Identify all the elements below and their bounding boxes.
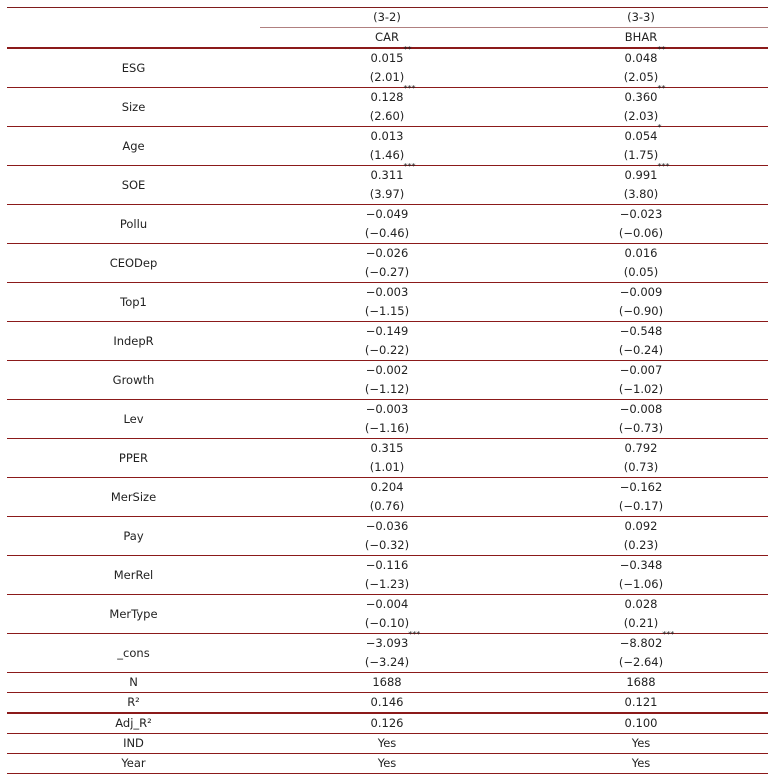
coefficient (365, 630, 421, 653)
t-statistic: (−1.06) (618, 577, 664, 591)
t-statistic: (−1.02) (618, 382, 664, 396)
coefficient-value: −0.002 (365, 363, 409, 377)
estimate-cell-col1 (260, 361, 514, 400)
coefficient (366, 517, 409, 536)
coefficient-value: 0.991 (624, 168, 658, 182)
t-statistic: (2.03) (623, 109, 659, 123)
t-statistic: (−0.06) (618, 226, 664, 240)
estimate-stack (260, 45, 514, 87)
coefficient-value: −0.004 (365, 597, 409, 611)
stat-value-col2: 0.121 (514, 693, 768, 714)
stat-value-col2: Yes (514, 754, 768, 774)
estimate-cell-col2 (514, 439, 768, 478)
estimate-cell-col1 (260, 45, 514, 88)
coefficient-value: −0.009 (619, 285, 663, 299)
estimate-stack (514, 123, 768, 165)
coefficient-value: −0.149 (365, 324, 409, 338)
coefficient (624, 162, 670, 185)
stat-value-col1: 1688 (260, 673, 514, 693)
variable-name: MerSize (7, 478, 260, 517)
t-statistic: (2.60) (369, 109, 405, 123)
estimate-cell-col1 (260, 556, 514, 595)
table-row (7, 634, 768, 673)
estimate-cell-col1 (260, 162, 514, 205)
header-row-numbers (7, 8, 768, 28)
coefficient-value: −0.049 (365, 207, 409, 221)
t-statistic: (−1.15) (364, 304, 410, 318)
coefficient-value: 0.315 (370, 441, 404, 455)
table-row (7, 439, 768, 478)
col-name-1: CAR (260, 28, 514, 49)
estimate-cell-col1 (260, 595, 514, 634)
stat-value-col1: 0.146 (260, 693, 514, 714)
variable-name: IndepR (7, 322, 260, 361)
stat-row (7, 734, 768, 754)
col-name-2: BHAR (514, 28, 768, 49)
estimate-cell-col1 (260, 244, 514, 283)
t-statistic: (0.23) (623, 538, 659, 552)
estimate-stack (260, 630, 514, 672)
coefficient-value: 0.015 (370, 51, 404, 65)
estimate-stack (514, 478, 768, 516)
estimate-cell-col1 (260, 205, 514, 244)
estimate-cell-col2 (514, 400, 768, 439)
estimate-cell-col2 (514, 123, 768, 166)
estimate-cell-col1 (260, 127, 514, 166)
t-statistic: (−0.32) (364, 538, 410, 552)
coefficient-value: 0.128 (370, 90, 404, 104)
coefficient (366, 556, 409, 575)
coefficient-value: −0.007 (619, 363, 663, 377)
t-statistic: (−1.16) (364, 421, 410, 435)
variable-name: Top1 (7, 283, 260, 322)
t-statistic: (1.75) (623, 148, 659, 162)
coefficient-value: −0.023 (619, 207, 663, 221)
estimate-stack (260, 127, 514, 165)
estimate-cell-col2 (514, 630, 768, 673)
stat-value-col2: 0.100 (514, 713, 768, 734)
estimate-stack (260, 595, 514, 633)
t-statistic: (0.76) (369, 499, 405, 513)
estimate-stack (514, 283, 768, 321)
significance-stars: *** (657, 162, 670, 171)
coefficient (625, 517, 658, 536)
coefficient (620, 322, 663, 341)
estimate-stack (260, 205, 514, 243)
stat-name: N (7, 673, 260, 693)
estimate-cell-col2 (514, 45, 768, 88)
variable-name: SOE (7, 166, 260, 205)
estimate-cell-col2 (514, 595, 768, 634)
coefficient (624, 45, 666, 68)
variable-name: MerRel (7, 556, 260, 595)
significance-stars: ** (403, 45, 412, 54)
coefficient (620, 556, 663, 575)
estimate-stack (514, 439, 768, 477)
estimate-stack (514, 244, 768, 282)
header-row-names (7, 28, 768, 49)
coefficient (371, 439, 404, 458)
estimate-stack (514, 162, 768, 204)
estimate-cell-col2 (514, 517, 768, 556)
stat-row (7, 693, 768, 714)
coefficient (366, 322, 409, 341)
t-statistic: (0.05) (623, 265, 659, 279)
estimate-stack (514, 322, 768, 360)
coefficient (620, 205, 663, 224)
coefficient-value: −0.348 (619, 558, 663, 572)
significance-stars: * (657, 123, 662, 132)
estimate-stack (514, 517, 768, 555)
estimate-stack (260, 439, 514, 477)
coefficient (371, 127, 404, 146)
coefficient (619, 630, 675, 653)
coefficient (624, 123, 662, 146)
estimate-cell-col1 (260, 322, 514, 361)
variable-name: _cons (7, 634, 260, 673)
stats-body (7, 673, 768, 774)
estimate-cell-col2 (514, 205, 768, 244)
stat-name: Year (7, 754, 260, 774)
estimate-stack (260, 400, 514, 438)
estimate-stack (260, 556, 514, 594)
table-row (7, 88, 768, 127)
estimate-cell-col1 (260, 630, 514, 673)
coefficient-value: 0.311 (370, 168, 404, 182)
estimate-stack (514, 205, 768, 243)
t-statistic: (1.01) (369, 460, 405, 474)
coefficient-value: −0.026 (365, 246, 409, 260)
header-corner-2 (7, 28, 260, 49)
coefficient (371, 478, 404, 497)
coefficient-value: −0.003 (365, 285, 409, 299)
coefficient-value: 0.013 (370, 129, 404, 143)
coefficient (620, 283, 663, 302)
table-row (7, 361, 768, 400)
estimate-cell-col1 (260, 439, 514, 478)
coefficient-value: −0.008 (619, 402, 663, 416)
coefficient (620, 361, 663, 380)
stat-row (7, 754, 768, 774)
t-statistic: (−3.24) (364, 655, 410, 669)
coefficient-value: −0.116 (365, 558, 409, 572)
estimate-stack (260, 478, 514, 516)
coefficient (370, 45, 412, 68)
estimate-cell-col2 (514, 244, 768, 283)
stat-value-col1: 0.126 (260, 713, 514, 734)
coefficient-value: 0.092 (624, 519, 658, 533)
variable-name: Age (7, 127, 260, 166)
variable-name: PPER (7, 439, 260, 478)
table-row (7, 400, 768, 439)
coefficient (624, 84, 666, 107)
variable-name: ESG (7, 48, 260, 88)
stat-value-col2: Yes (514, 734, 768, 754)
t-statistic: (−0.22) (364, 343, 410, 357)
col-number-1: (3-2) (260, 8, 514, 28)
estimate-stack (514, 556, 768, 594)
coefficient (620, 478, 663, 497)
coefficient (625, 439, 658, 458)
estimate-stack (260, 84, 514, 126)
stat-value-col1: Yes (260, 754, 514, 774)
table-row (7, 127, 768, 166)
t-statistic: (2.01) (369, 70, 405, 84)
table-row (7, 166, 768, 205)
coefficient-value: −3.093 (365, 636, 409, 650)
t-statistic: (−0.17) (618, 499, 664, 513)
table-row (7, 478, 768, 517)
estimate-stack (260, 162, 514, 204)
coefficient-value: 0.016 (624, 246, 658, 260)
coefficient-value: −0.036 (365, 519, 409, 533)
t-statistic: (2.05) (623, 70, 659, 84)
stat-row (7, 673, 768, 693)
table-row (7, 283, 768, 322)
estimate-stack (514, 630, 768, 672)
estimate-cell-col2 (514, 361, 768, 400)
t-statistic: (−1.12) (364, 382, 410, 396)
variable-name: CEODep (7, 244, 260, 283)
variable-name: Size (7, 88, 260, 127)
variable-name: Pay (7, 517, 260, 556)
t-statistic: (3.97) (369, 187, 405, 201)
t-statistic: (−0.10) (364, 616, 410, 630)
coefficient (366, 400, 409, 419)
variables-body (7, 45, 768, 673)
t-statistic: (−1.23) (364, 577, 410, 591)
coefficient-value: −0.162 (619, 480, 663, 494)
regression-table (7, 7, 768, 774)
coefficient-value: −8.802 (619, 636, 663, 650)
estimate-stack (260, 283, 514, 321)
coefficient-value: −0.003 (365, 402, 409, 416)
significance-stars: *** (403, 162, 416, 171)
col-number-2: (3-3) (514, 8, 768, 28)
t-statistic: (0.73) (623, 460, 659, 474)
stat-row (7, 713, 768, 734)
coefficient-value: 0.028 (624, 597, 658, 611)
stat-name: IND (7, 734, 260, 754)
estimate-cell-col2 (514, 322, 768, 361)
significance-stars: ** (657, 45, 666, 54)
estimate-cell-col2 (514, 283, 768, 322)
coefficient (366, 361, 409, 380)
t-statistic: (−0.73) (618, 421, 664, 435)
stat-name: R² (7, 693, 260, 714)
estimate-cell-col1 (260, 400, 514, 439)
table-row (7, 205, 768, 244)
coefficient-value: −0.548 (619, 324, 663, 338)
estimate-cell-col1 (260, 283, 514, 322)
estimate-stack (260, 517, 514, 555)
t-statistic: (−0.24) (618, 343, 664, 357)
variable-name: MerType (7, 595, 260, 634)
significance-stars: ** (657, 84, 666, 93)
coefficient (366, 283, 409, 302)
table-row (7, 48, 768, 88)
estimate-stack (514, 361, 768, 399)
t-statistic: (−0.90) (618, 304, 664, 318)
estimate-cell-col1 (260, 84, 514, 127)
t-statistic: (3.80) (623, 187, 659, 201)
coefficient (625, 595, 658, 614)
estimate-stack (514, 45, 768, 87)
estimate-stack (514, 400, 768, 438)
coefficient (366, 244, 409, 263)
table-row (7, 244, 768, 283)
variable-name: Lev (7, 400, 260, 439)
coefficient-value: 0.792 (624, 441, 658, 455)
coefficient-value: 0.054 (624, 129, 658, 143)
estimate-cell-col1 (260, 517, 514, 556)
estimate-cell-col2 (514, 556, 768, 595)
estimate-cell-col1 (260, 478, 514, 517)
estimate-stack (260, 322, 514, 360)
coefficient-value: 0.048 (624, 51, 658, 65)
stat-name: Adj_R² (7, 713, 260, 734)
t-statistic: (1.46) (369, 148, 405, 162)
significance-stars: *** (403, 84, 416, 93)
t-statistic: (−2.64) (618, 655, 664, 669)
coefficient (620, 400, 663, 419)
coefficient (366, 595, 409, 614)
variable-name: Growth (7, 361, 260, 400)
estimate-cell-col2 (514, 478, 768, 517)
significance-stars: *** (408, 630, 421, 639)
estimate-cell-col2 (514, 162, 768, 205)
t-statistic: (0.21) (623, 616, 659, 630)
header-corner (7, 8, 260, 28)
t-statistic: (−0.27) (364, 265, 410, 279)
stat-value-col1: Yes (260, 734, 514, 754)
estimate-stack (260, 244, 514, 282)
variable-name: Pollu (7, 205, 260, 244)
t-statistic: (−0.46) (364, 226, 410, 240)
estimate-stack (514, 595, 768, 633)
coefficient-value: 0.204 (370, 480, 404, 494)
table-row (7, 595, 768, 634)
table-row (7, 322, 768, 361)
table-row (7, 517, 768, 556)
table-row (7, 556, 768, 595)
coefficient-value: 0.360 (624, 90, 658, 104)
estimate-cell-col2 (514, 84, 768, 127)
coefficient (366, 205, 409, 224)
stat-value-col2: 1688 (514, 673, 768, 693)
coefficient (370, 84, 416, 107)
significance-stars: *** (662, 630, 675, 639)
coefficient (625, 244, 658, 263)
estimate-stack (514, 84, 768, 126)
coefficient (370, 162, 416, 185)
estimate-stack (260, 361, 514, 399)
